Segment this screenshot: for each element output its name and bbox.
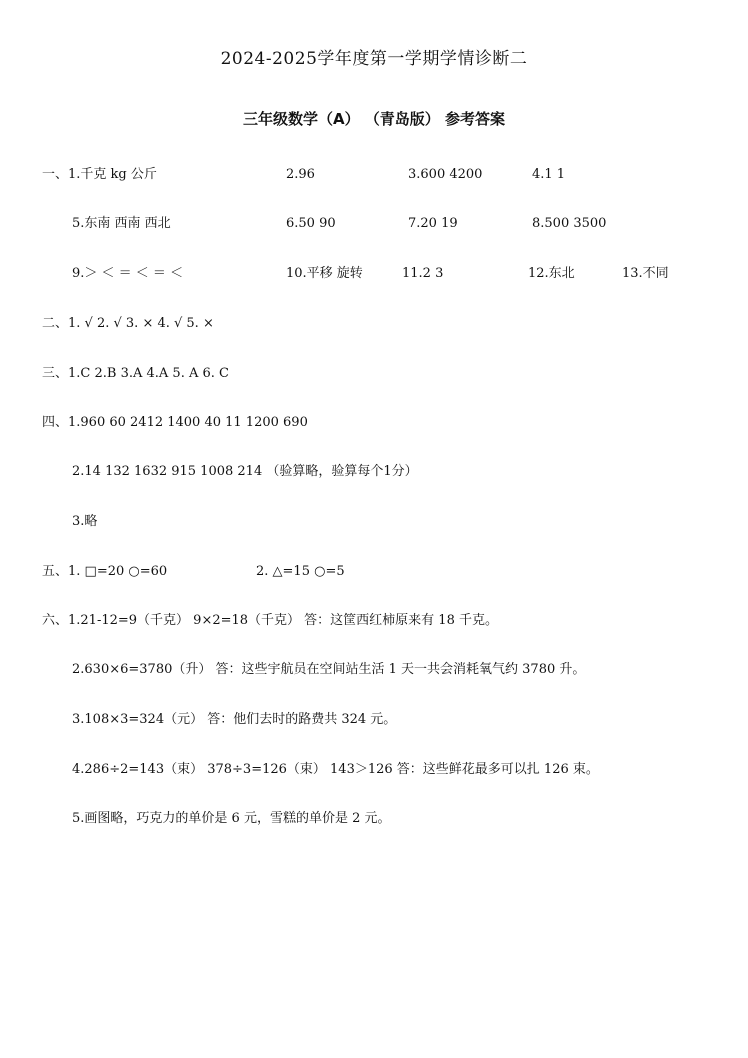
section-1-row-1: [42, 165, 722, 185]
answer-1-1: 一、1.千克 kg 公斤: [42, 167, 157, 182]
answer-5-2: 2. △=15 ○=5: [256, 564, 345, 579]
section-5-answers: [42, 562, 722, 582]
answer-1-12: 12.东北: [528, 266, 575, 281]
answer-1-11: 11.2 3: [402, 266, 444, 281]
section-1-row-3: [72, 264, 732, 284]
section-3-answers: 三、1.C 2.B 3.A 4.A 5. A 6. C: [42, 366, 229, 381]
section-6-line-4: 4.286÷2=143（束） 378÷3=126（束） 143＞126 答：这些鲜花最多可以扎 126 束。: [72, 762, 599, 777]
answer-5-1: 五、1. □=20 ○=60: [42, 564, 168, 579]
answer-1-13: 13.不同: [622, 266, 669, 281]
section-4-line-2: 2.14 132 1632 915 1008 214 （验算略，验算每个1分）: [72, 464, 418, 479]
section-6-line-5: 5.画图略，巧克力的单价是 6 元，雪糕的单价是 2 元。: [72, 811, 391, 826]
page-subtitle: 三年级数学（A） （青岛版） 参考答案: [242, 110, 506, 128]
answer-1-4: 4.1 1: [532, 167, 566, 182]
page-title: 2024-2025学年度第一学期学情诊断二: [220, 49, 528, 69]
answer-1-3: 3.600 4200: [408, 167, 483, 182]
answer-1-7: 7.20 19: [408, 216, 458, 231]
answer-1-9: 9.＞ ＜ ＝ ＜ ＝ ＜: [72, 266, 184, 281]
answer-1-10: 10.平移 旋转: [286, 266, 363, 281]
section-6-line-1: 六、1.21-12=9（千克） 9×2=18（千克） 答：这筐西红柿原来有 18 千克。: [42, 613, 498, 628]
answer-1-5: 5.东南 西南 西北: [72, 216, 171, 231]
answer-1-2: 2.96: [286, 167, 315, 182]
section-4-line-1: 四、1.960 60 2412 1400 40 11 1200 690: [42, 415, 308, 430]
section-4-line-3: 3.略: [72, 514, 98, 529]
answer-1-8: 8.500 3500: [532, 216, 607, 231]
section-2-answers: 二、1. √ 2. √ 3. × 4. √ 5. ×: [42, 316, 214, 331]
section-6-line-3: 3.108×3=324（元） 答：他们去时的路费共 324 元。: [72, 712, 397, 727]
answer-1-6: 6.50 90: [286, 216, 336, 231]
section-6-line-2: 2.630×6=3780（升） 答：这些宇航员在空间站生活 1 天一共会消耗氧气约 3780 升。: [72, 662, 586, 677]
section-1-row-2: [72, 214, 722, 234]
